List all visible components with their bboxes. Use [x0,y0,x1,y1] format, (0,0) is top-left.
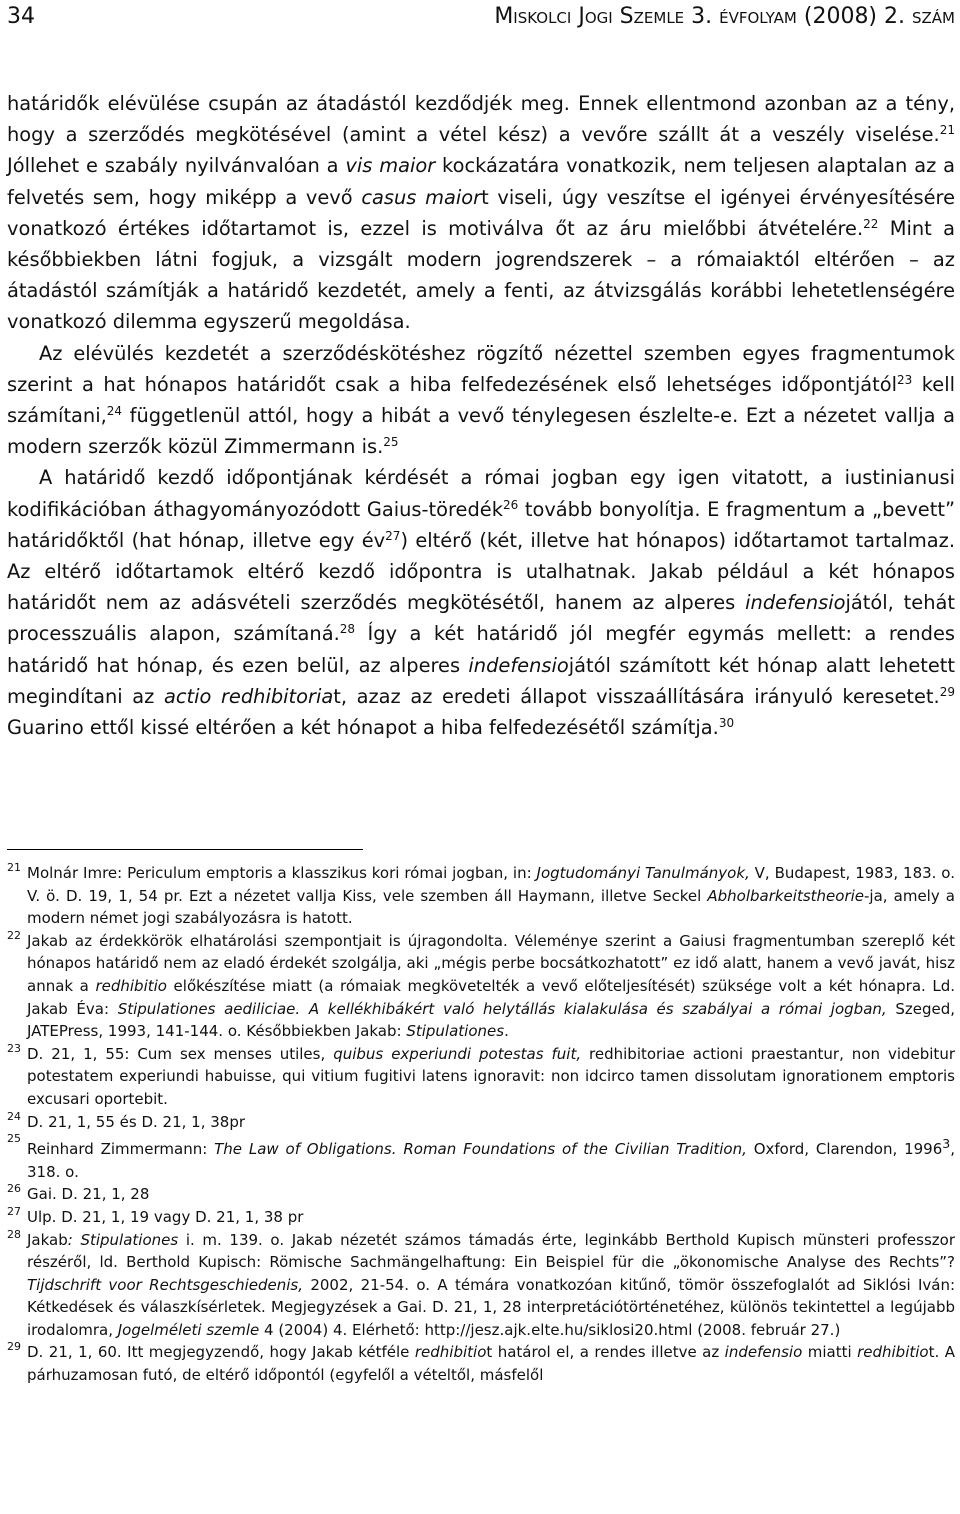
paragraph-2: Az elévülés kezdetét a szerződéskötéshez rögzítő nézettel szemben egyes fragmentumok szerint a hat hónapos határidőt csak a hiba felfedezésének első lehetséges időpontjától$^{23}$ kell számítani,$^{24}$ függetlenül attól, hogy a hibát a vevő ténylegesen észlelte-e. Ezt a nézetet vallja a modern szerzők közül Zimmermann is.$^{25}$ [7,341,955,459]
footnote-number: 23 [7,1041,21,1055]
footnote-26: 26 Gai. D. 21, 1, 28 [7,1183,955,1206]
footnote-ref-26[interactable]: 26 [502,497,519,512]
main-text [7,88,955,743]
footnote-ref-29[interactable]: 29 [939,684,955,699]
footnote-29: 29 D. 21, 1, 60. Itt megjegyzendő, hogy Jakab kétféle redhibitiot határol el, a rendes illetve az indefensio miatti redhibitiot. A párhuzamosan futó, de eltérő időpontól (egyfelől a vételtől, másfelől [7,1341,955,1386]
footnote-number: 24 [7,1109,21,1123]
footnote-number: 21 [7,861,21,874]
footnote-ref-24[interactable]: 24 [106,404,123,419]
footnote-21: 21 Molnár Imre: Periculum emptoris a klasszikus kori római jogban, in: Jogtudományi Tanulmányok, V, Budapest, 1983, 183. o. V. ö. D. 19, 1, 54 pr. Ezt a nézetet vallja Kiss, vele szemben áll Haymann, illetve Seckel Abholbarkeitstheorie-ja, amely a modern német jogi szabályozásra is hatott. [7,862,955,930]
footnote-ref-28[interactable]: 28 [339,622,356,637]
footnote-number: 26 [7,1182,21,1196]
footnote-ref-30[interactable]: 30 [718,716,735,731]
footnote-25: 25 Reinhard Zimmermann: The Law of Obligations. Roman Foundations of the Civilian Tradition, Oxford, Clarendon, 1996$^3$, 318. o. [7,1133,955,1183]
footnote-ref-21[interactable]: 21 [939,123,955,138]
running-header [7,4,955,34]
footnote-23: 23 D. 21, 1, 55: Cum sex menses utiles, quibus experiundi potestas fuit, redhibitoriae actioni praestantur, non videbitur potestatem experiundi habuisse, qui vitium fugitivi latens ignoravit: non idcirco tamen dissolutam ignorationem emptoris excusari oportebit. [7,1043,955,1111]
footnote-number: 22 [7,928,21,942]
paragraph-3: A határidő kezdő időpontjának kérdését a római jogban egy igen vitatott, a iustinianusi kodifikációban áthagyományozódott Gaius-töredék$^{26}$ tovább bonyolítja. E fragmentum a „bevett” határidőktől (hat hónap, illetve egy $év^{27}$) eltérő (két, illetve hat hónapos) időtartamot tartalmaz. Az eltérő időtartamok eltérő kezdő időpontra is utalhatnak. Jakab például a két hónapos határidőt nem az adásvételi szerződés megkötésétől, hanem az alperes indefensiojától, tehát processzuális alapon, számítaná.$^{28}$ Így a két határidő jól megfér egymás mellett: a rendes határidő hat hónap, és ezen belül, az alperes indefensiojától számított két hónap alatt lehetett megindítani az actio redhibitoriat, azaz az eredeti állapot visszaállítására irányuló keresetet.$^{29}$ Guarino ettől kissé eltérően a két hónapot a hiba felfedezésétől számítja.$^{30}$ [7,466,955,740]
footnote-ref-23[interactable]: 23 [896,372,913,387]
footnote-number: 25 [7,1132,21,1146]
footnote-28: 28 Jakab: Stipulationes i. m. 139. o. Jakab nézetét számos támadás érte, leginkább Berthold Kupisch münsteri professzor részéről, ld. Berthold Kupisch: Römische Sachmängelhaftung: Ein Beispiel für die „ökonomische Analyse des Rechts”? Tijdschrift voor Rechtsgeschiedenis, 2002, 21-54. o. A témára vonatkozóan kitűnő, tömör összefoglalót ad Siklósi Iván: Kétkedések és válaszkísérletek. Megjegyzések a Gai. D. 21, 1, 28 interpretációtörténetéhez, különös tekintettel a legújabb irodalomra, Jogelméleti szemle 4 (2004) 4. Elérhető: http://jesz.ajk.elte.hu/siklosi20.html (2008. február 27.) [7,1229,955,1342]
journal-title: Miskolci Jogi Szemle 3. évfolyam (2008) 2. szám [494,4,955,29]
paragraph-1: határidők elévülése csupán az átadástól kezdődjék meg. Ennek ellentmond azonban az a tény, hogy a szerződés megkötésével (amint a vétel kész) a vevőre szállt át a veszély viselése.$^{21}$ Jóllehet e szabály nyilvánvalóan a vis maior kockázatára vonatkozik, nem teljesen alaptalan az a felvetés sem, hogy miképp a vevő casus maiort viseli, úgy veszítse el igényei érvényesítésére vonatkozó értékes időtartamot is, ezzel is motiválva őt az áru mielőbbi átvételére.$^{22}$ Mint a későbbiekben látni fogjuk, a vizsgált modern jogrendszerek – a rómaiaktól eltérően – az átadástól számítják a határidő kezdetét, amely a fenti, az átvizsgálás korábbi lehetetlenségére vonatkozó dilemma egyszerű megoldása. [7,92,956,334]
footnote-number: 28 [7,1227,21,1241]
footnote-number: 29 [7,1340,21,1354]
page-number: 34 [7,4,35,29]
footnote-24: 24 D. 21, 1, 55 és D. 21, 1, 38pr [7,1111,955,1134]
footnote-ref-27[interactable]: 27 [385,528,401,543]
document-page [7,0,955,1514]
footnote-separator [7,849,363,850]
footnote-ref-25[interactable]: 25 [383,435,399,450]
footnote-27: 27 Ulp. D. 21, 1, 19 vagy D. 21, 1, 38 pr [7,1206,955,1229]
footnote-number: 27 [7,1204,21,1218]
footnotes [7,862,955,1387]
footnote-ref-22[interactable]: 22 [863,216,879,231]
footnote-22: 22 Jakab az érdekkörök elhatárolási szempontjait is újragondolta. Véleménye szerint a Gaiusi fragmentumban szereplő két hónapos határidő nem az eladó érdekét szolgálja, aki „mégis perbe bocsátkozhatott” ez idő alatt, hanem a vevő javát, hisz annak a redhibitio előkészítése miatt (a rómaiak megkövetelték a vevő előteljesítését) szüksége volt a két hónapra. Ld. Jakab Éva: Stipulationes aediliciae. A kellékhibákért való helytállás kialakulása és szabályai a római jogban, Szeged, JATEPress, 1993, 141-144. o. Későbbiekben Jakab: Stipulationes. [7,930,955,1043]
